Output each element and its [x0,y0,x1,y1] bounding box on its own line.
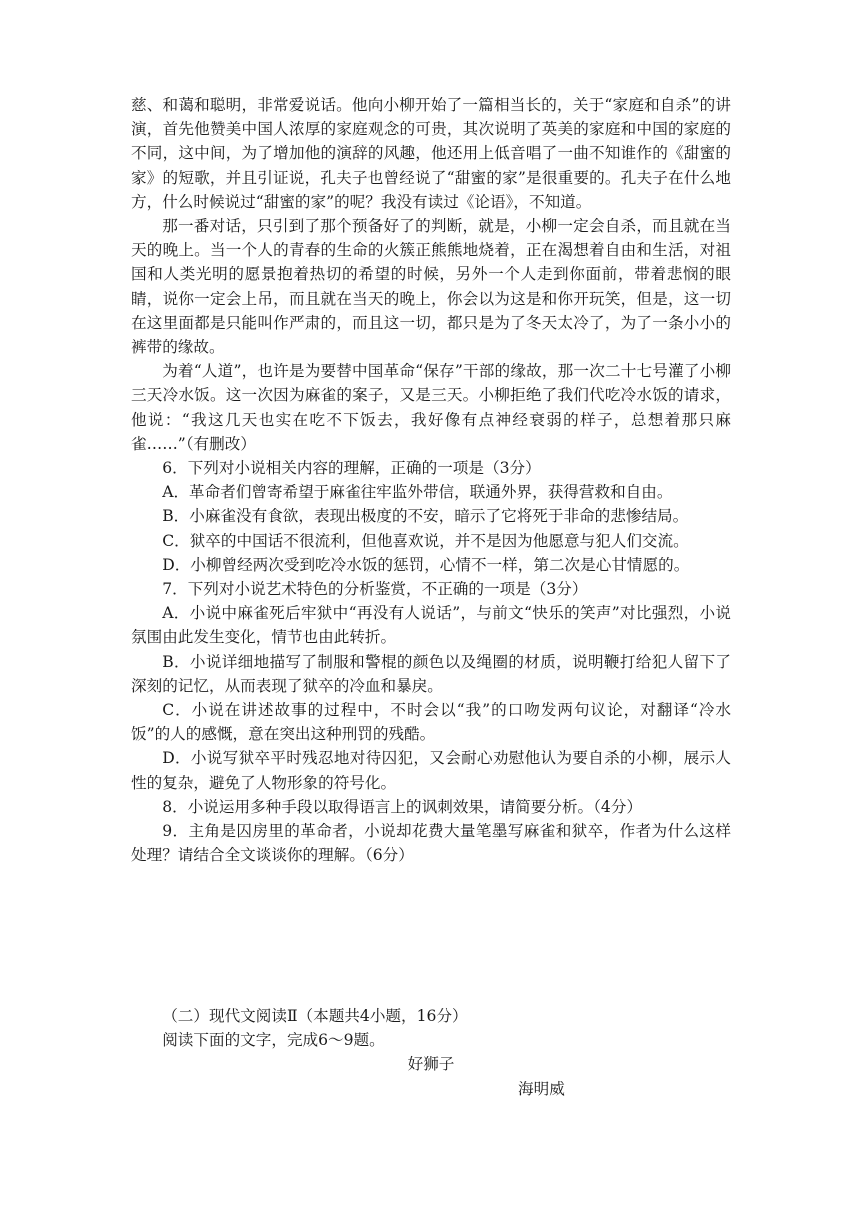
passage-paragraph-3: 为着“人道”，也许是为要替中国革命“保存”干部的缘故，那一次二十七号灌了小柳三天冷水饭。这一次因为麻雀的案子，又是三天。小柳拒绝了我们代吃冷水饭的请求，他说：“我这几天也实在吃不下饭去，我好像有点神经衰弱的样子，总想着那只麻雀……”（有删改） [131,362,731,453]
passage-paragraph-2: 那一番对话，只引到了那个预备好了的判断，就是，小柳一定会自杀，而且就在当天的晚上。当一个人的青春的生命的火簇正熊熊地烧着，正在渴想着自由和生活，对祖国和人类光明的愿景抱着热切的希望的时候，另外一个人走到你面前，带着悲悯的眼睛，说你一定会上吊，而且就在当天的晚上，你会以为这是和你开玩笑，但是，这一切在这里面都是只能叫作严肃的，而且这一切，都只是为了冬天太冷了，为了一条小小的裤带的缘故。 [131,217,731,357]
question-8: 8．小说运用多种手段以取得语言上的讽刺效果，请简要分析。（4分） [162,797,643,816]
question-6-option-d: D．小柳曾经两次受到吃冷水饭的惩罚，心情不一样，第二次是心甘情愿的。 [162,555,690,574]
section-2-heading: （二）现代文阅读Ⅱ（本题共4小题，16分） [162,1007,468,1025]
reading-passage [131,93,731,868]
question-7-option-c: C．小说在讲述故事的过程中，不时会以“我”的口吻发两句议论，对翻译“冷水饭”的人的感慨，意在突出这种刑罚的残酷。 [131,701,731,744]
question-7-option-b: B．小说详细地描写了制服和警棍的颜色以及绳圈的材质，说明鞭打给犯人留下了深刻的记忆，从而表现了狱卒的冷血和暴戾。 [131,652,731,695]
article-author: 海明威 [518,1079,565,1098]
question-6 [131,456,731,577]
question-7-option-a: A．小说中麻雀死后牢狱中“再没有人说话”，与前文“快乐的笑声”对比强烈，小说氛围由此发生变化，情节也由此转折。 [131,604,731,647]
section-2-instruction: 阅读下面的文字，完成6～9题。 [162,1031,385,1050]
question-7-option-d: D．小说写狱卒平时残忍地对待囚犯，又会耐心劝慰他认为要自杀的小柳，展示人性的复杂，避免了人物形象的符号化。 [131,749,731,792]
question-7-stem: 7．下列对小说艺术特色的分析鉴赏，不正确的一项是（3分） [162,580,588,599]
question-9: 9．主角是囚房里的革命者，小说却花费大量笔墨写麻雀和狱卒，作者为什么这样处理？请结合全文谈谈你的理解。（6分） [131,822,731,865]
article-title: 好狮子 [407,1055,455,1074]
question-6-option-b: B．小麻雀没有食欲，表现出极度的不安，暗示了它将死于非命的悲惨结局。 [162,507,689,526]
question-6-stem: 6．下列对小说相关内容的理解，正确的一项是（3分） [162,459,541,478]
question-6-option-a: A．革命者们曾寄希望于麻雀往牢监外带信，联通外界，获得营救和自由。 [162,483,673,502]
passage-paragraph-1: 慈、和蔼和聪明，非常爱说话。他向小柳开始了一篇相当长的，关于“家庭和自杀”的讲演，首先他赞美中国人浓厚的家庭观念的可贵，其次说明了英美的家庭和中国的家庭的不同，这中间，为了增加他的演辞的风趣，他还用上低音唱了一曲不知谁作的《甜蜜的家》的短歌，并且引证说，孔夫子也曾经说了“甜蜜的家”是很重要的。孔夫子在什么地方，什么时候说过“甜蜜的家”的呢？我没有读过《论语》，不知道。 [131,96,731,211]
question-7 [131,577,731,795]
section-2 [131,1004,731,1101]
question-6-option-c: C．狱卒的中国话不很流利，但他喜欢说，并不是因为他愿意与犯人们交流。 [162,531,689,550]
